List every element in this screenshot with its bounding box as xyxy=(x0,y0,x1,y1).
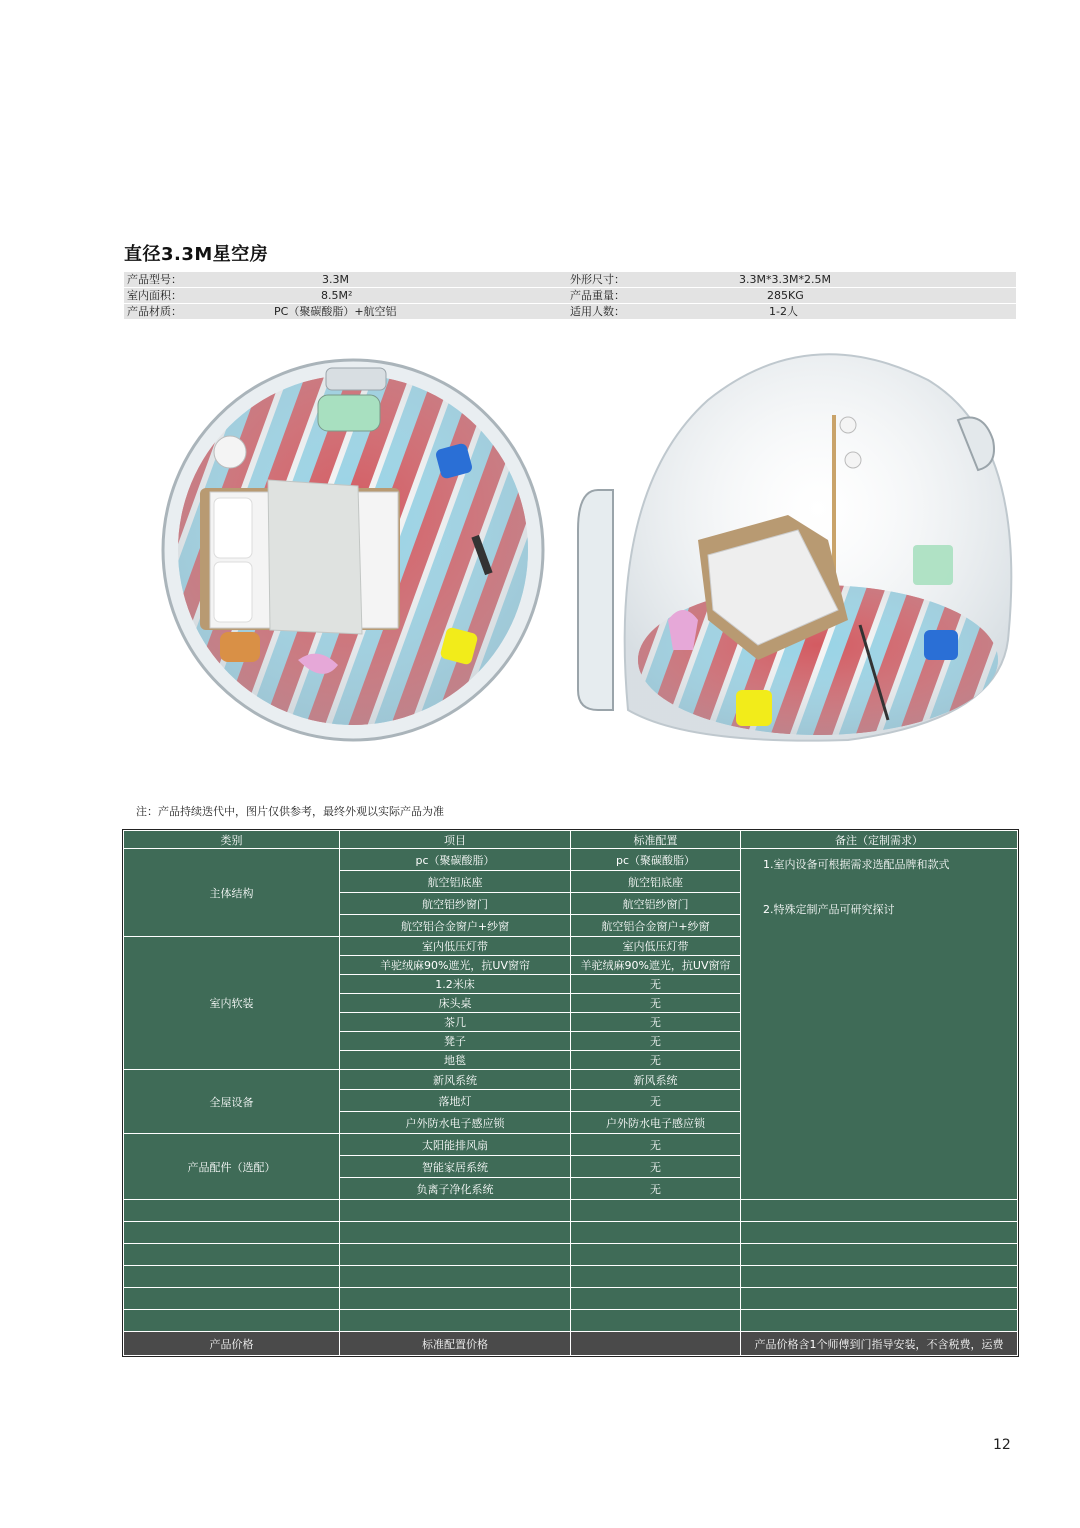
spec-value: 8.5M² xyxy=(321,289,353,302)
spec-label: 室内面积： xyxy=(127,289,182,302)
disclaimer-note: 注：产品持续迭代中，图片仅供参考，最终外观以实际产品为准 xyxy=(136,805,444,818)
product-images xyxy=(148,340,1048,760)
page-title: 直径3.3M星空房 xyxy=(124,244,269,265)
standard-cell: 无 xyxy=(571,1134,741,1156)
spec-label: 外形尺寸： xyxy=(570,273,625,286)
standard-cell: 无 xyxy=(571,1090,741,1112)
config-table xyxy=(123,830,1018,1356)
spec-label: 适用人数： xyxy=(570,305,625,318)
empty-row xyxy=(124,1310,1018,1332)
price-value xyxy=(571,1332,741,1356)
standard-cell: 无 xyxy=(571,1051,741,1070)
standard-cell: 室内低压灯带 xyxy=(571,937,741,956)
price-row xyxy=(124,1332,1018,1356)
standard-cell: 航空铝底座 xyxy=(571,871,741,893)
standard-cell: 无 xyxy=(571,1032,741,1051)
standard-cell: pc（聚碳酸脂） xyxy=(571,849,741,871)
empty-row xyxy=(124,1288,1018,1310)
empty-row xyxy=(124,1222,1018,1244)
table-header: 类别 xyxy=(124,831,340,849)
standard-cell: 羊驼绒麻90%遮光，抗UV窗帘 xyxy=(571,956,741,975)
table-header: 项目 xyxy=(340,831,571,849)
item-cell: 羊驼绒麻90%遮光，抗UV窗帘 xyxy=(340,956,571,975)
category-cell: 主体结构 xyxy=(124,849,340,937)
item-cell: 室内低压灯带 xyxy=(340,937,571,956)
standard-cell: 无 xyxy=(571,994,741,1013)
price-note: 产品价格含1个师傅到门指导安装，不含税费，运费 xyxy=(741,1332,1018,1356)
page-number: 12 xyxy=(993,1437,1011,1453)
standard-cell: 无 xyxy=(571,1178,741,1200)
spec-value: 1-2人 xyxy=(769,305,798,318)
category-cell: 产品配件（选配） xyxy=(124,1134,340,1200)
standard-cell: 户外防水电子感应锁 xyxy=(571,1112,741,1134)
item-cell: 航空铝合金窗户+纱窗 xyxy=(340,915,571,937)
remark-line: 1.室内设备可根据需求选配品牌和款式 xyxy=(763,858,950,871)
empty-row xyxy=(124,1244,1018,1266)
item-cell: 航空铝底座 xyxy=(340,871,571,893)
item-cell: 1.2米床 xyxy=(340,975,571,994)
item-cell: 床头桌 xyxy=(340,994,571,1013)
standard-cell: 无 xyxy=(571,1156,741,1178)
spec-value: PC（聚碳酸脂）+航空铝 xyxy=(274,305,397,318)
price-label: 产品价格 xyxy=(124,1332,340,1356)
item-cell: 负离子净化系统 xyxy=(340,1178,571,1200)
item-cell: 航空铝纱窗门 xyxy=(340,893,571,915)
empty-row xyxy=(124,1200,1018,1222)
price-item: 标准配置价格 xyxy=(340,1332,571,1356)
top-view-image xyxy=(163,360,543,740)
spec-row xyxy=(124,272,1016,287)
remark-line: 2.特殊定制产品可研究探讨 xyxy=(763,903,895,916)
table-header: 标准配置 xyxy=(571,831,741,849)
standard-cell: 新风系统 xyxy=(571,1070,741,1090)
item-cell: 户外防水电子感应锁 xyxy=(340,1112,571,1134)
item-cell: 凳子 xyxy=(340,1032,571,1051)
spec-label: 产品材质： xyxy=(127,305,182,318)
spec-row xyxy=(124,288,1016,303)
item-cell: pc（聚碳酸脂） xyxy=(340,849,571,871)
spec-label: 产品重量： xyxy=(570,289,625,302)
category-cell: 室内软装 xyxy=(124,937,340,1070)
standard-cell: 航空铝纱窗门 xyxy=(571,893,741,915)
category-cell: 全屋设备 xyxy=(124,1070,340,1134)
item-cell: 地毯 xyxy=(340,1051,571,1070)
spec-value: 3.3M xyxy=(322,273,349,286)
standard-cell: 航空铝合金窗户+纱窗 xyxy=(571,915,741,937)
item-cell: 智能家居系统 xyxy=(340,1156,571,1178)
standard-cell: 无 xyxy=(571,1013,741,1032)
table-row xyxy=(124,849,1018,871)
table-header: 备注（定制需求） xyxy=(741,831,1018,849)
spec-row xyxy=(124,304,1016,319)
table-header-row xyxy=(124,831,1018,849)
item-cell: 茶几 xyxy=(340,1013,571,1032)
item-cell: 太阳能排风扇 xyxy=(340,1134,571,1156)
empty-row xyxy=(124,1266,1018,1288)
item-cell: 落地灯 xyxy=(340,1090,571,1112)
item-cell: 新风系统 xyxy=(340,1070,571,1090)
side-view-image xyxy=(578,354,1011,740)
spec-value: 285KG xyxy=(767,289,804,302)
remarks-cell xyxy=(741,849,1018,1200)
spec-value: 3.3M*3.3M*2.5M xyxy=(739,273,831,286)
spec-label: 产品型号： xyxy=(127,273,182,286)
standard-cell: 无 xyxy=(571,975,741,994)
